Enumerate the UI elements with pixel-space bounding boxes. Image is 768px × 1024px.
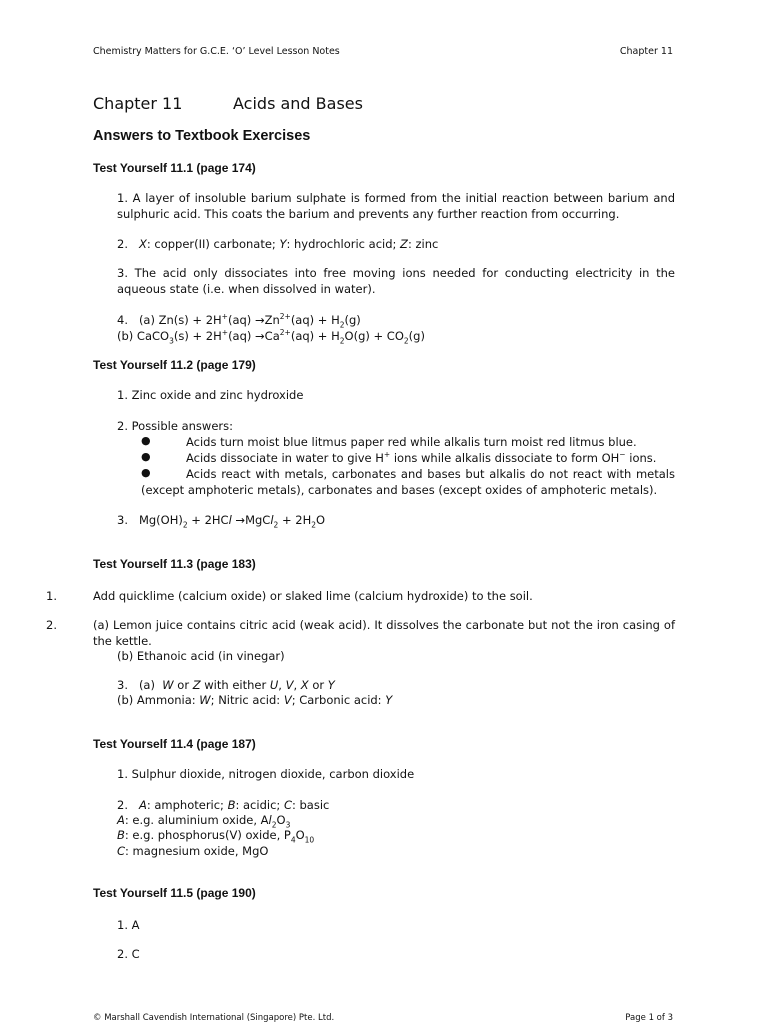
page-number: Page 1 of 3 bbox=[625, 1013, 673, 1023]
ty-11-3-answer-3a: 3. (a) W or Z with either U, V, X or Y bbox=[117, 678, 335, 692]
ty-11-1-answer-2: 2. X: copper(II) carbonate; Y: hydrochloric acid; Z: zinc bbox=[117, 237, 439, 251]
ty-11-3-answer-3b: (b) Ammonia: W; Nitric acid: V; Carbonic acid: Y bbox=[117, 693, 393, 707]
ty-11-4-answer-a: A: e.g. aluminium oxide, $Al_2O_3$ bbox=[117, 813, 291, 830]
bullet-icon: ● bbox=[141, 434, 151, 447]
ty-11-4-answer-c: C: magnesium oxide, MgO bbox=[117, 844, 269, 858]
ty-11-2-answer-3: 3. $Mg(OH)_2 + 2HCl$ →MgCl$_2$ + $2H_2O$ bbox=[117, 513, 326, 530]
ty-11-5-heading: Test Yourself 11.5 (page 190) bbox=[93, 886, 256, 900]
ty-11-1-answer-1: 1. A layer of insoluble barium sulphate is formed from the initial reaction between barium and sulphuric acid. This coats the barium and prevents any further reaction from occurring. bbox=[117, 191, 675, 221]
section-title: Answers to Textbook Exercises bbox=[93, 128, 311, 144]
ty-11-2-bullet-2: Acids dissociate in water to give H+ ions while alkalis dissociate to form OH− ions. bbox=[186, 450, 657, 465]
ty-11-1-heading: Test Yourself 11.1 (page 174) bbox=[93, 161, 256, 175]
ty-11-3-number-2: 2. bbox=[46, 618, 57, 632]
chapter-title: Acids and Bases bbox=[233, 94, 363, 113]
ty-11-2-bullet-3: Acids react with metals, carbonates and bases but alkalis do not react with metals (except amphoteric metals), carbonates and bases (except oxides of amphoteric metals). bbox=[141, 467, 675, 497]
running-header-title: Chemistry Matters for G.C.E. ‘O’ Level Lesson Notes bbox=[93, 46, 340, 57]
ty-11-3-number-1: 1. bbox=[46, 589, 57, 603]
ty-11-5-answer-2: 2. C bbox=[117, 947, 140, 961]
ty-11-4-answer-b: B: e.g. phosphorus(V) oxide, $P_4O_{10}$ bbox=[117, 828, 315, 845]
ty-11-5-answer-1: 1. A bbox=[117, 918, 140, 932]
ty-11-2-answer-2: 2. Possible answers: bbox=[117, 419, 233, 433]
ty-11-4-heading: Test Yourself 11.4 (page 187) bbox=[93, 737, 256, 751]
ty-11-1-answer-4a: 4. (a) $Zn(s) + 2H^+(aq) \to Zn^{2+}(aq) + H_2(g)$ bbox=[117, 312, 361, 330]
ty-11-1-answer-3: 3. The acid only dissociates into free moving ions needed for conducting electricity in the aqueous state (i.e. when dissolved in water). bbox=[117, 266, 675, 296]
ty-11-2-bullet-1: Acids turn moist blue litmus paper red while alkalis turn moist red litmus blue. bbox=[186, 435, 637, 449]
bullet-icon: ● bbox=[141, 466, 151, 479]
ty-11-1-answer-4b: (b) CaCO$_3$(s) + $2H^+(aq) \to Ca^{2+}(aq) + H_2O(g) + CO_2(g)$ bbox=[117, 328, 425, 346]
ty-11-4-answer-2: 2. A: amphoteric; B: acidic; C: basic bbox=[117, 798, 330, 812]
ty-11-4-answer-1: 1. Sulphur dioxide, nitrogen dioxide, carbon dioxide bbox=[117, 767, 415, 781]
ty-11-3-answer-2b: (b) Ethanoic acid (in vinegar) bbox=[117, 649, 285, 663]
bullet-icon: ● bbox=[141, 450, 151, 463]
ty-11-3-heading: Test Yourself 11.3 (page 183) bbox=[93, 557, 256, 571]
copyright-footer: © Marshall Cavendish International (Singapore) Pte. Ltd. bbox=[93, 1013, 335, 1023]
ty-11-3-answer-1: Add quicklime (calcium oxide) or slaked lime (calcium hydroxide) to the soil. bbox=[93, 589, 533, 603]
chapter-number: Chapter 11 bbox=[93, 94, 183, 113]
ty-11-2-answer-1: 1. Zinc oxide and zinc hydroxide bbox=[117, 388, 304, 402]
ty-11-3-answer-2a: (a) Lemon juice contains citric acid (weak acid). It dissolves the carbonate but not the iron casing of the kettle. bbox=[93, 618, 675, 648]
running-header-chapter: Chapter 11 bbox=[619, 46, 673, 57]
ty-11-2-heading: Test Yourself 11.2 (page 179) bbox=[93, 358, 256, 372]
